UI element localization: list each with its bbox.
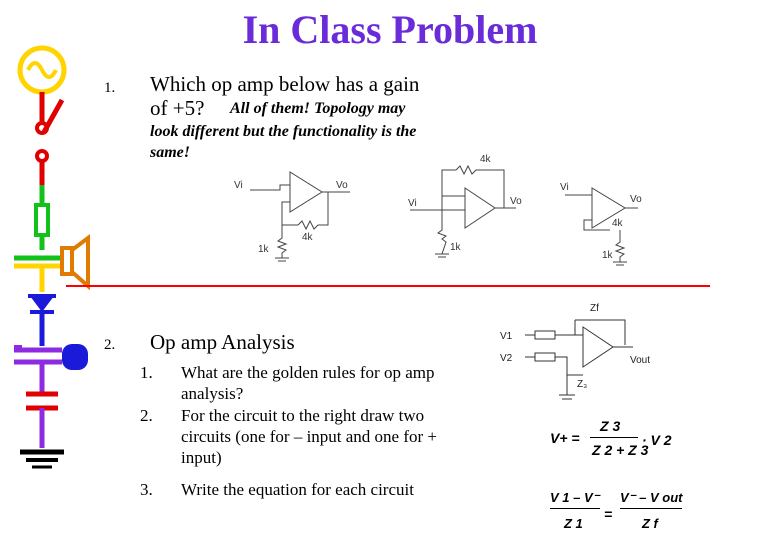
q2-item1-line2: analysis? bbox=[181, 384, 244, 403]
c1-vi-label: Vi bbox=[234, 180, 243, 191]
q2-item2-line3: input) bbox=[181, 448, 222, 467]
eq1-lhs: V+ = bbox=[550, 430, 580, 446]
q2-item2-number: 2. bbox=[140, 406, 153, 425]
q2-item3-line1: Write the equation for each circuit bbox=[181, 480, 414, 499]
analysis-v2-label: V2 bbox=[500, 353, 513, 364]
eq2-denominator-right: Z f bbox=[642, 516, 658, 531]
eq1-numerator: Z 3 bbox=[600, 418, 621, 434]
eq2-numerator-left: V 1 – V⁻ bbox=[550, 490, 600, 505]
c1-vo-label: Vo bbox=[336, 180, 348, 191]
q2-item1-number: 1. bbox=[140, 363, 153, 382]
c1-r2-label: 1k bbox=[258, 244, 269, 255]
q1-line1: Which op amp below has a gain bbox=[150, 72, 420, 96]
decorative-circuit-strip bbox=[0, 0, 90, 540]
section-divider bbox=[66, 285, 710, 287]
slide-title: In Class Problem bbox=[242, 7, 538, 52]
plug-icon bbox=[14, 336, 88, 392]
analysis-zs-label: Z₃ bbox=[577, 379, 588, 390]
q2-item3-number: 3. bbox=[140, 480, 153, 499]
eq1-rhs: · V 2 bbox=[642, 432, 672, 448]
q2-heading: Op amp Analysis bbox=[150, 330, 295, 354]
c2-r2-label: 1k bbox=[450, 242, 461, 253]
analysis-zf-label: Zf bbox=[590, 303, 599, 314]
q2-number: 2. bbox=[104, 337, 116, 353]
q1-number: 1. bbox=[104, 80, 116, 96]
eq1-denominator: Z 2 + Z 3 bbox=[592, 442, 649, 458]
q1-answer-line1: All of them! Topology may bbox=[230, 100, 406, 117]
analysis-circuit-figure bbox=[495, 295, 715, 415]
q2-item2-line2: circuits (one for – input and one for + bbox=[181, 427, 438, 446]
capacitor-icon bbox=[26, 394, 58, 448]
q2-item1-line1: What are the golden rules for op amp bbox=[181, 363, 435, 382]
c3-vi-label: Vi bbox=[560, 182, 569, 193]
eq2-fraction-bar-left bbox=[550, 508, 600, 509]
c2-vi-label: Vi bbox=[408, 198, 417, 209]
eq1-fraction-bar bbox=[590, 437, 638, 438]
eq2-numerator-right: V⁻ – V out bbox=[620, 490, 683, 505]
q2-item2-line1: For the circuit to the right draw two bbox=[181, 406, 425, 425]
opamp-circuits-figure bbox=[220, 150, 640, 280]
c1-r1-label: 4k bbox=[302, 232, 313, 243]
diode-icon bbox=[28, 296, 56, 336]
analysis-v1-label: V1 bbox=[500, 331, 513, 342]
c3-vo-label: Vo bbox=[630, 194, 642, 205]
analysis-vout-label: Vout bbox=[630, 355, 651, 366]
c2-vo-label: Vo bbox=[510, 196, 522, 207]
eq2-denominator-left: Z 1 bbox=[564, 516, 583, 531]
eq2-equals: = bbox=[604, 506, 613, 522]
c3-r1-label: 4k bbox=[612, 218, 623, 229]
c3-r2-label: 1k bbox=[602, 250, 613, 261]
eq2-fraction-bar-right bbox=[620, 508, 682, 509]
ground-icon bbox=[20, 452, 64, 467]
q1-answer-line3: same! bbox=[150, 144, 190, 161]
q1-line2: of +5? bbox=[150, 96, 205, 120]
resistor-icon bbox=[36, 185, 48, 250]
speaker-icon bbox=[14, 238, 88, 292]
q1-answer-line2: look different but the functionality is the bbox=[150, 123, 417, 140]
c2-r1-label: 4k bbox=[480, 154, 491, 165]
